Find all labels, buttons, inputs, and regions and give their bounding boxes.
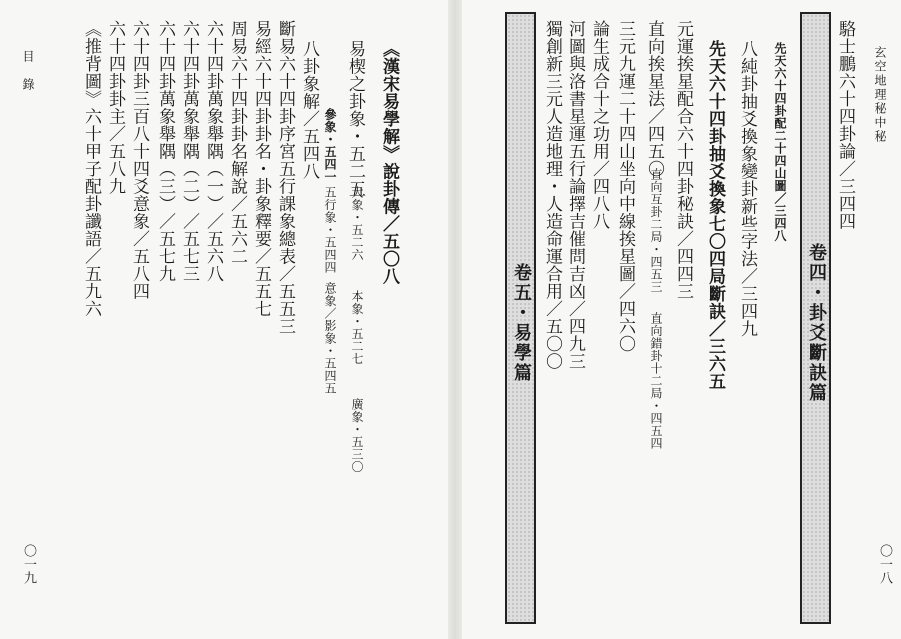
page-number-left: 〇一九 — [21, 544, 36, 585]
book-gutter — [448, 0, 462, 639]
toc-line: 易楔之卦象・五二五 — [345, 40, 365, 198]
toc-line: 獨創新三元人造地理・人造命運合用／五〇〇 — [542, 20, 562, 370]
toc-line: 先天六十四卦配二十四山圖／三四八 — [773, 42, 787, 242]
toc-subline: 直向錯卦十二局・四五四 — [649, 312, 663, 450]
toc-line: 易經六十四卦卦名・卦象釋要／五五七 — [251, 20, 271, 318]
toc-line: 元運挨星配合六十四卦秘訣／四四三 — [673, 20, 693, 300]
toc-line: 《漢宋易學解》說卦傳／五〇八 — [379, 40, 399, 285]
toc-line: 駱士鵬六十四卦論／三四四 — [835, 20, 855, 230]
toc-subline: 五行象・五四四 — [323, 186, 337, 274]
toc-subline: 意象／影象・五四五 — [323, 282, 337, 395]
toc-subline: 廣象・五三〇 — [350, 398, 364, 473]
toc-subline: 直向互卦二局・四五三 — [649, 168, 663, 293]
toc-line: 河圖與洛書星運五行論擇吉催問吉凶／四九三 — [565, 20, 585, 370]
chapter-5-title: 卷五・易學篇 — [511, 263, 532, 383]
toc-subline: 大象・五二六 — [350, 186, 364, 261]
toc-line: 斷易六十四卦序宮五行課象總表／五五三 — [275, 20, 295, 335]
toc-line: 先天六十四卦抽爻換象七〇四局斷訣／三六五 — [705, 40, 725, 390]
running-header-left: 目錄 — [21, 50, 35, 106]
toc-line: 六十四卦萬象舉隅（一）／五六八 — [203, 20, 223, 283]
toc-line: 八卦象解／五四八 — [299, 40, 319, 180]
toc-line: 《推背圖》六十甲子配卦讖語／五九六 — [81, 20, 101, 318]
chapter-5-banner — [505, 12, 536, 624]
toc-line: 六十四卦卦主／五八九 — [105, 20, 125, 195]
toc-line: 周易六十四卦卦名解說／五六二 — [227, 20, 247, 265]
toc-line: 六十四卦三百八十四爻意象／五八四 — [129, 20, 149, 300]
toc-line: 八純卦抽爻換象變卦新些字法／三四九 — [737, 40, 757, 338]
running-header-right: 玄空地理秘中秘 — [873, 46, 887, 144]
chapter-4-title: 卷四・卦爻斷訣篇 — [806, 243, 827, 403]
toc-line: 六十四卦萬象舉隅（二）／五七三 — [179, 20, 199, 283]
chapter-4-banner — [800, 12, 831, 624]
toc-line: 直向挨星法／四五〇 — [644, 20, 664, 178]
toc-line: 三元九運二十四山坐向中線挨星圖／四六〇 — [615, 20, 635, 353]
toc-subline: 本象・五二七 — [350, 290, 364, 365]
toc-line: 六十四卦萬象舉隅（三）／五七九 — [155, 20, 175, 283]
page-number-right: 〇一八 — [877, 544, 892, 585]
toc-line: 參象・五四一 — [323, 108, 337, 183]
toc-line: 論生成合十之功用／四八八 — [589, 20, 609, 230]
